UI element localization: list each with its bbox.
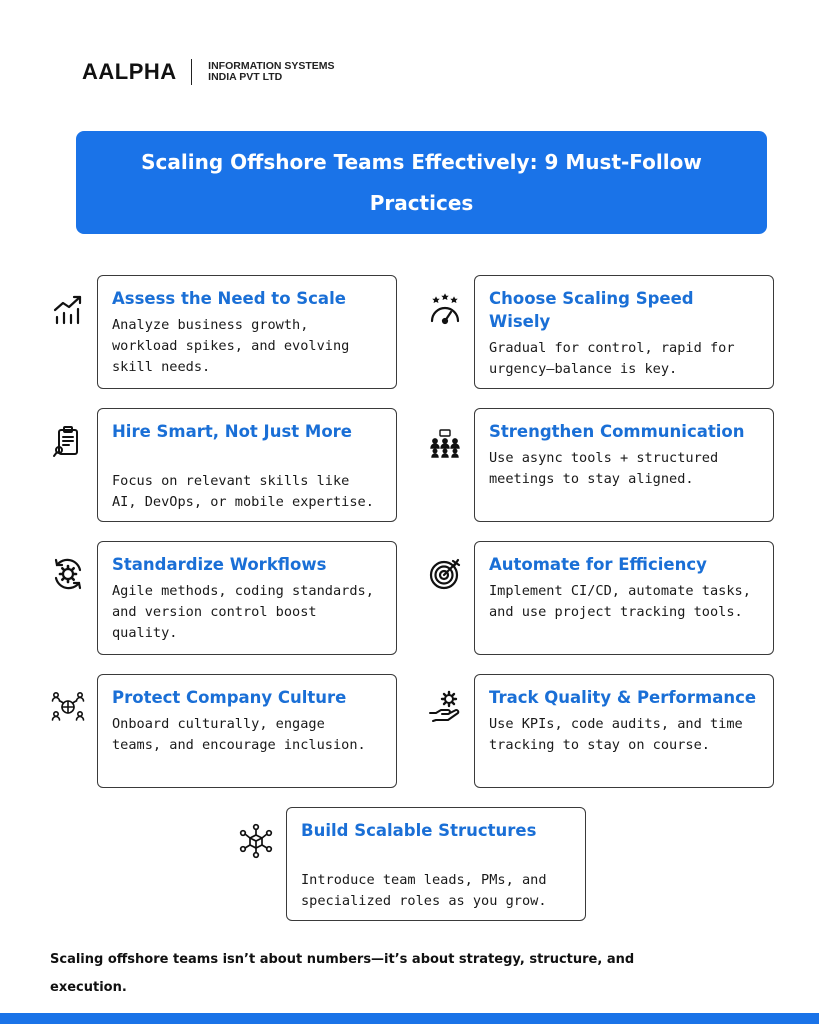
brand-logo xyxy=(82,57,335,87)
gear-cycle-icon xyxy=(50,556,86,592)
speedometer-icon xyxy=(427,291,463,327)
practice-description: Focus on relevant skills like AI, DevOps, or mobile expertise. xyxy=(112,473,374,510)
practice-card-communication xyxy=(474,408,774,522)
practice-description: Introduce team leads, PMs, and specialized roles as you grow. xyxy=(301,872,547,909)
practice-card-structures xyxy=(286,807,586,921)
page-title: Scaling Offshore Teams Effectively: 9 Must-Follow Practices xyxy=(141,149,702,215)
practice-title: Automate for Efficiency xyxy=(489,555,707,574)
bottom-accent-bar xyxy=(0,1013,819,1024)
network-structure-icon xyxy=(238,823,274,859)
practice-description: Analyze business growth, workload spikes, and evolving skill needs. xyxy=(112,317,350,375)
team-meeting-icon xyxy=(427,424,463,460)
hand-gear-icon xyxy=(427,689,463,725)
practice-description: Use async tools + structured meetings to stay aligned. xyxy=(489,450,719,487)
practice-card-automate xyxy=(474,541,774,655)
clipboard-search-icon xyxy=(50,424,86,460)
practice-card-culture xyxy=(97,674,397,788)
practice-card-quality xyxy=(474,674,774,788)
practice-card-speed xyxy=(474,275,774,389)
practice-title: Build Scalable Structures xyxy=(301,821,537,840)
practice-description: Agile methods, coding standards, and version control boost quality. xyxy=(112,583,374,641)
practice-title: Standardize Workflows xyxy=(112,555,327,574)
logo-divider xyxy=(191,59,193,85)
brand-subtitle xyxy=(208,61,334,83)
practice-card-assess xyxy=(97,275,397,389)
brand-subtitle-line2: INDIA PVT LTD xyxy=(208,71,283,83)
target-icon xyxy=(427,556,463,592)
practice-title: Track Quality & Performance xyxy=(489,688,757,707)
brand-subtitle-line1: INFORMATION SYSTEMS xyxy=(208,60,335,72)
growth-chart-icon xyxy=(50,292,86,328)
practice-description: Use KPIs, code audits, and time tracking to stay on course. xyxy=(489,716,743,753)
practice-title: Assess the Need to Scale xyxy=(112,289,346,308)
title-banner xyxy=(76,131,767,234)
practice-title: Strengthen Communication xyxy=(489,422,745,441)
practice-description: Onboard culturally, engage teams, and encourage inclusion. xyxy=(112,716,366,753)
practice-title: Choose Scaling Speed Wisely xyxy=(489,289,694,331)
practice-description: Implement CI/CD, automate tasks, and use project tracking tools. xyxy=(489,583,751,620)
people-network-icon xyxy=(50,689,86,725)
brand-name: AALPHA xyxy=(82,59,177,84)
practice-title: Protect Company Culture xyxy=(112,688,347,707)
footer-summary: Scaling offshore teams isn’t about numbers—it’s about strategy, structure, and execution. xyxy=(50,952,635,995)
practice-title: Hire Smart, Not Just More xyxy=(112,422,352,441)
practice-card-hire xyxy=(97,408,397,522)
practice-description: Gradual for control, rapid for urgency—balance is key. xyxy=(489,340,735,377)
practice-card-workflows xyxy=(97,541,397,655)
